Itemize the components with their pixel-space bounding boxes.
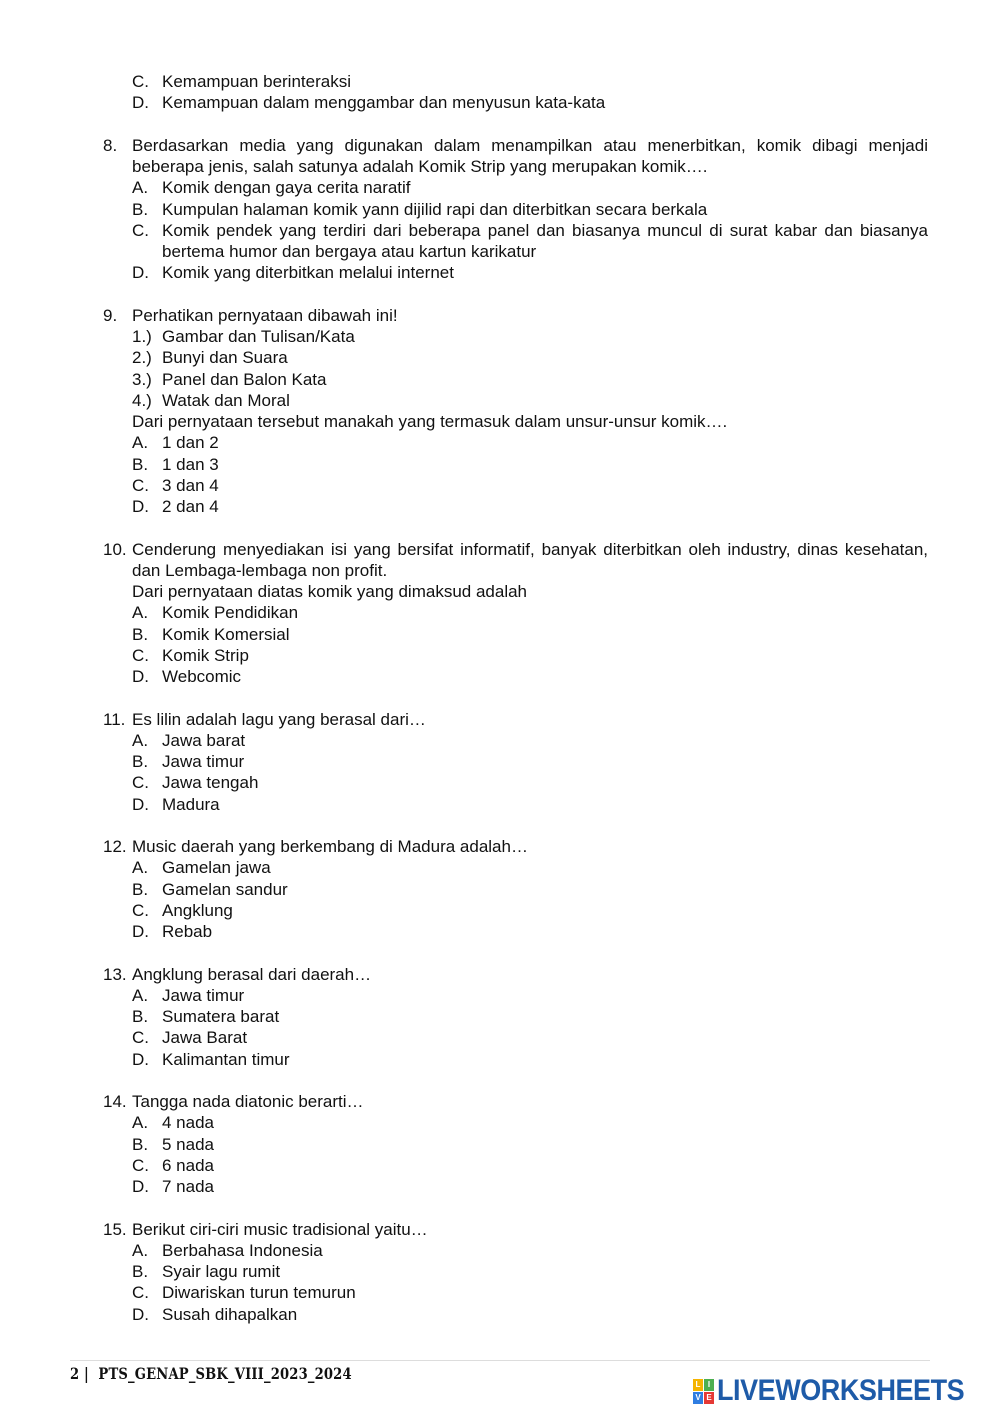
answer-option xyxy=(0,432,928,453)
answer-option xyxy=(0,1006,928,1027)
option-text: Jawa Barat xyxy=(162,1028,248,1048)
question-stem-row xyxy=(0,964,928,985)
answer-option xyxy=(0,496,928,517)
statement-item xyxy=(0,326,1000,347)
question-stem: Angklung berasal dari daerah… xyxy=(132,964,372,984)
answer-option xyxy=(0,1304,928,1325)
answer-option xyxy=(0,666,928,687)
answer-option xyxy=(0,1155,928,1176)
option-letter: C. xyxy=(132,72,149,91)
question-stem: Berikut ciri-ciri music tradisional yaitu… xyxy=(132,1219,428,1239)
answer-option xyxy=(0,1049,928,1070)
statement-item xyxy=(0,390,1000,411)
answer-option xyxy=(0,624,928,645)
answer-option xyxy=(0,1240,928,1261)
option-letter: A. xyxy=(132,603,149,623)
option-text: Kalimantan timur xyxy=(162,1049,290,1069)
answer-option xyxy=(0,177,928,198)
question xyxy=(0,135,1000,284)
option-text: 4 nada xyxy=(162,1113,214,1133)
question xyxy=(0,71,1000,114)
document-code: PTS_GENAP_SBK_VIII_2023_2024 xyxy=(98,1364,352,1383)
question-stem-row xyxy=(0,1091,928,1112)
answer-option xyxy=(0,454,928,475)
statement-number: 2.) xyxy=(132,348,152,368)
answer-option xyxy=(0,921,928,942)
option-text: 7 nada xyxy=(162,1177,214,1196)
option-letter: D. xyxy=(132,93,149,113)
option-letter: C. xyxy=(132,1283,149,1303)
answer-option xyxy=(0,645,928,666)
answer-option xyxy=(0,1176,928,1197)
question-number: 15. xyxy=(103,1219,127,1239)
option-letter: C. xyxy=(132,773,149,793)
option-text: Kemampuan berinteraksi xyxy=(162,72,351,91)
answer-option xyxy=(0,220,928,263)
option-letter: D. xyxy=(132,263,149,283)
option-text: Sumatera barat xyxy=(162,1007,280,1026)
question xyxy=(0,964,1000,1070)
answer-option xyxy=(0,199,928,220)
question-stem-row xyxy=(0,709,928,730)
question-stem: Dari pernyataan diatas komik yang dimaksud adalah xyxy=(132,582,528,601)
question xyxy=(0,539,1000,688)
option-letter: A. xyxy=(132,1113,149,1133)
question-number: 14. xyxy=(103,1092,127,1111)
option-letter: D. xyxy=(132,497,149,516)
statement-number: 1.) xyxy=(132,327,152,346)
option-text: Susah dihapalkan xyxy=(162,1304,298,1324)
option-text: 1 dan 2 xyxy=(162,433,219,453)
question-prompt-row xyxy=(0,411,928,432)
logo-tile: I xyxy=(704,1379,714,1391)
answer-option xyxy=(0,879,928,900)
option-letter: D. xyxy=(132,1049,149,1069)
statement-text: Gambar dan Tulisan/Kata xyxy=(162,327,355,346)
option-letter: B. xyxy=(132,879,149,899)
statement-item xyxy=(0,369,1000,390)
footer xyxy=(70,1364,352,1383)
option-letter: C. xyxy=(132,645,149,665)
question-stem: Perhatikan pernyataan dibawah ini! xyxy=(132,305,398,325)
statement-text: Bunyi dan Suara xyxy=(162,348,288,368)
question xyxy=(0,709,1000,815)
option-letter: C. xyxy=(132,475,149,495)
option-text: 6 nada xyxy=(162,1155,214,1175)
option-text: Komik dengan gaya cerita naratif xyxy=(162,178,411,198)
question-stem-row xyxy=(0,836,928,857)
answer-option xyxy=(0,900,928,921)
statement-item xyxy=(0,347,1000,368)
option-letter: B. xyxy=(132,624,149,644)
question xyxy=(0,836,1000,942)
answer-option xyxy=(0,262,928,283)
question-number: 11. xyxy=(103,709,126,729)
option-text: Komik Strip xyxy=(162,645,249,665)
answer-option xyxy=(0,71,928,92)
option-letter: D. xyxy=(132,1177,149,1196)
option-text: Komik Pendidikan xyxy=(162,603,299,623)
option-text: 3 dan 4 xyxy=(162,475,219,495)
option-letter: A. xyxy=(132,985,149,1005)
option-letter: B. xyxy=(132,199,149,219)
option-letter: A. xyxy=(132,858,149,878)
question-stem-row xyxy=(0,581,928,602)
option-text: Syair lagu rumit xyxy=(162,1262,281,1281)
question-list xyxy=(0,71,1000,1325)
logo-text: LIVEWORKSHEETS xyxy=(717,1374,965,1407)
option-text: Berbahasa Indonesia xyxy=(162,1240,323,1260)
question-number: 9. xyxy=(103,305,118,325)
option-text: Komik Komersial xyxy=(162,624,290,644)
question-stem: Cenderung menyediakan isi yang bersifat informatif, banyak diterbitkan oleh industry, dinas kesehatan, dan Lembaga-lembaga non profit. xyxy=(132,539,928,580)
option-letter: D. xyxy=(132,794,149,814)
answer-option xyxy=(0,602,928,623)
answer-option xyxy=(0,1134,928,1155)
option-letter: A. xyxy=(132,730,149,750)
option-text: Kemampuan dalam menggambar dan menyusun kata-kata xyxy=(162,93,606,113)
option-text: Webcomic xyxy=(162,667,242,686)
answer-option xyxy=(0,1261,928,1282)
answer-option xyxy=(0,1282,928,1303)
option-text: Jawa tengah xyxy=(162,773,259,793)
option-text: Angklung xyxy=(162,900,233,920)
option-text: Komik pendek yang terdiri dari beberapa panel dan biasanya muncul di surat kabar dan biasanya bertema humor dan bergaya atau kartun karikatur xyxy=(162,220,928,261)
logo-tiles-icon xyxy=(693,1379,714,1404)
option-letter: D. xyxy=(132,667,149,686)
question-stem: Berdasarkan media yang digunakan dalam menampilkan atau menerbitkan, komik dibagi menjadi beberapa jenis, salah satunya adalah Komik Strip yang merupakan komik…. xyxy=(132,135,928,176)
question-prompt: Dari pernyataan tersebut manakah yang termasuk dalam unsur-unsur komik…. xyxy=(132,412,728,431)
statement-text: Watak dan Moral xyxy=(162,390,290,410)
question-number: 10. xyxy=(103,539,127,559)
question xyxy=(0,305,1000,518)
option-text: 1 dan 3 xyxy=(162,454,219,474)
option-letter: B. xyxy=(132,454,149,474)
footer-divider xyxy=(70,1360,930,1361)
option-letter: C. xyxy=(132,1155,149,1175)
question-stem: Music daerah yang berkembang di Madura adalah… xyxy=(132,837,528,856)
question-number: 13. xyxy=(103,964,127,984)
question-stem-row xyxy=(0,135,928,178)
logo-tile: V xyxy=(693,1392,703,1404)
option-letter: A. xyxy=(132,433,149,453)
option-letter: B. xyxy=(132,752,149,771)
question-stem-row xyxy=(0,539,928,582)
option-letter: D. xyxy=(132,922,149,941)
option-letter: B. xyxy=(132,1262,149,1281)
answer-option xyxy=(0,772,928,793)
option-text: Diwariskan turun temurun xyxy=(162,1283,356,1303)
answer-option xyxy=(0,730,928,751)
logo-tile: L xyxy=(693,1379,703,1391)
answer-option xyxy=(0,857,928,878)
answer-option xyxy=(0,1112,928,1133)
answer-option xyxy=(0,92,928,113)
logo-tile: E xyxy=(704,1392,714,1404)
question-stem: Es lilin adalah lagu yang berasal dari… xyxy=(132,709,426,729)
option-text: Jawa timur xyxy=(162,985,245,1005)
answer-option xyxy=(0,475,928,496)
question-stem-row xyxy=(0,1219,928,1240)
question xyxy=(0,1219,1000,1325)
option-letter: C. xyxy=(132,900,149,920)
answer-option xyxy=(0,751,928,772)
option-text: Gamelan sandur xyxy=(162,879,288,899)
question-number: 12. xyxy=(103,837,127,856)
answer-option xyxy=(0,1027,928,1048)
option-text: 5 nada xyxy=(162,1134,214,1154)
option-text: Gamelan jawa xyxy=(162,858,271,878)
option-text: Rebab xyxy=(162,922,213,941)
option-text: Jawa timur xyxy=(162,752,245,771)
question-stem: Tangga nada diatonic berarti… xyxy=(132,1092,364,1111)
option-letter: A. xyxy=(132,1240,149,1260)
answer-option xyxy=(0,985,928,1006)
option-letter: B. xyxy=(132,1134,149,1154)
option-letter: C. xyxy=(132,1028,149,1048)
option-letter: D. xyxy=(132,1304,149,1324)
option-text: Jawa barat xyxy=(162,730,246,750)
statement-number: 3.) xyxy=(132,369,152,389)
option-letter: C. xyxy=(132,220,149,240)
question-stem-row xyxy=(0,305,928,326)
statement-number: 4.) xyxy=(132,390,152,410)
question-number: 8. xyxy=(103,135,118,155)
question xyxy=(0,1091,1000,1197)
liveworksheets-logo[interactable] xyxy=(693,1374,992,1408)
statement-text: Panel dan Balon Kata xyxy=(162,369,327,389)
answer-option xyxy=(0,794,928,815)
page-number: 2 | xyxy=(70,1364,89,1383)
option-text: Madura xyxy=(162,794,220,814)
option-text: Komik yang diterbitkan melalui internet xyxy=(162,263,454,283)
option-text: 2 dan 4 xyxy=(162,497,219,516)
option-letter: B. xyxy=(132,1007,149,1026)
option-text: Kumpulan halaman komik yann dijilid rapi dan diterbitkan secara berkala xyxy=(162,199,708,219)
option-letter: A. xyxy=(132,178,149,198)
